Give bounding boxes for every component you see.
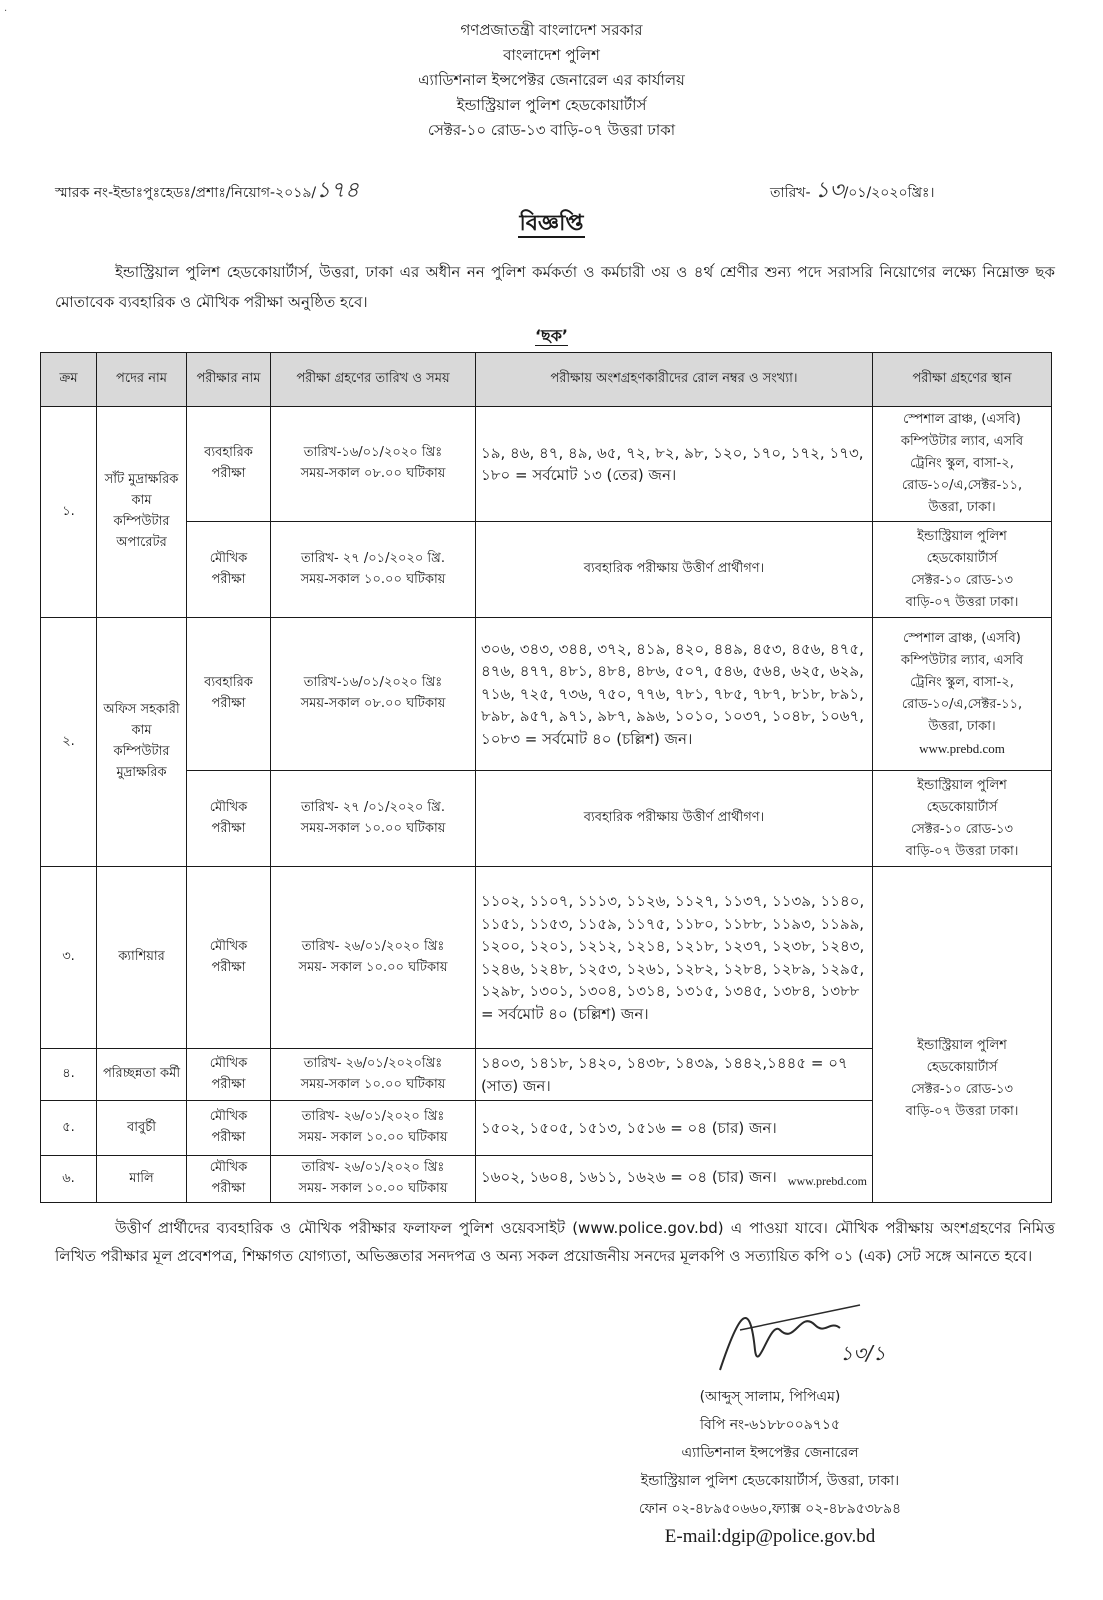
rolls-cell: ব্যবহারিক পরীক্ষায় উত্তীর্ণ প্রার্থীগণ।: [476, 522, 873, 618]
col-header-serial: ক্রম: [41, 353, 97, 407]
place-line: স্পেশাল ব্রাঞ্চ, (এসবি): [903, 631, 1021, 646]
exam-cell: মৌখিক পরীক্ষা: [187, 867, 271, 1049]
exam-date: তারিখ- ২৬/০১/২০২০ খ্রিঃ: [301, 1160, 445, 1175]
place-cell: [873, 618, 1052, 771]
table-row: [41, 618, 1052, 771]
signatory-office: ইন্ডাস্ট্রিয়াল পুলিশ হেডকোয়ার্টার্স, উত্তরা, ঢাকা।: [640, 1473, 900, 1489]
datetime-cell: [271, 867, 476, 1049]
rolls-cell: ১৪০৩, ১৪১৮, ১৪২০, ১৪৩৮, ১৪৩৯, ১৪৪২,১৪৪৫ = ০৭ (সাত) জন।: [476, 1049, 873, 1101]
signatory-bp: বিপি নং-৬১৮৮০০৯৭১৫: [699, 1417, 841, 1433]
place-line: ট্রেনিং স্কুল, বাসা-২,: [910, 456, 1014, 471]
memo-handwritten: ১৭৪: [316, 178, 359, 203]
intro-paragraph: ইন্ডাস্ট্রিয়াল পুলিশ হেডকোয়ার্টার্স, উত্তরা, ঢাকা এর অধীন নন পুলিশ কর্মকর্তা ও কর্মচারী ৩য় ও ৪র্থ শ্রেণীর শুন্য পদে সরাসরি নিয়োগের লক্ষ্যে নিম্নোক্ত ছক মোতাবেক ব্যবহারিক ও মৌখিক পরীক্ষা অনুষ্ঠিত হবে।: [55, 263, 1055, 311]
exam-time: সময়-সকাল ১০.০০ ঘটিকায়: [300, 571, 446, 587]
place-line: সেক্টর-১০ রোড-১৩: [911, 1081, 1013, 1097]
exam-time: সময়- সকাল ১০.০০ ঘটিকায়: [298, 1181, 448, 1196]
place-line: স্পেশাল ব্রাঞ্চ, (এসবি): [903, 412, 1021, 427]
datetime-cell: [271, 1156, 476, 1203]
exam-cell: মৌখিক পরীক্ষা: [187, 1101, 271, 1156]
address-line: সেক্টর-১০ রোড-১৩ বাড়ি-০৭ উত্তরা ঢাকা: [427, 121, 676, 139]
exam-time: সময়-সকাল ১০.০০ ঘটিকায়: [300, 820, 446, 836]
table-row: [41, 867, 1052, 1049]
exam-date: তারিখ- ২৬/০১/২০২০খ্রিঃ: [303, 1055, 443, 1071]
date-prefix: তারিখ-: [770, 185, 815, 201]
rolls-cell: ব্যবহারিক পরীক্ষায় উত্তীর্ণ প্রার্থীগণ।: [476, 771, 873, 867]
serial-cell: ১.: [41, 407, 97, 618]
datetime-cell: [271, 407, 476, 522]
contact-email: E-mail:dgip@police.gov.bd: [664, 1526, 876, 1547]
scan-mark: ·: [4, 6, 8, 17]
memo-number: [55, 173, 359, 210]
rolls-cell: ১৫০২, ১৫০৫, ১৫১৩, ১৫১৬ = ০৪ (চার) জন।: [476, 1101, 873, 1156]
exam-schedule-table: [40, 352, 1052, 1203]
exam-time: সময়-সকাল ১০.০০ ঘটিকায়: [300, 1076, 446, 1092]
exam-time: সময়- সকাল ১০.০০ ঘটিকায়: [298, 959, 448, 975]
post-cell: অফিস সহকারী কাম কম্পিউটার মুদ্রাক্ষরিক: [97, 618, 187, 867]
datetime-cell: [271, 771, 476, 867]
post-cell: সাঁট মুদ্রাক্ষরিক কাম কম্পিউটার অপারেটর: [97, 407, 187, 618]
exam-date: তারিখ-১৬/০১/২০২০ খ্রিঃ: [303, 675, 443, 690]
signatory-name: (আব্দুস্ সালাম, পিপিএম): [699, 1389, 841, 1405]
datetime-cell: [271, 522, 476, 618]
rolls-cell: [476, 1156, 873, 1203]
exam-cell: মৌখিক পরীক্ষা: [187, 1156, 271, 1203]
exam-date: তারিখ- ২৬/০১/২০২০ খ্রিঃ: [301, 1109, 445, 1124]
post-cell: বাবুর্চী: [97, 1101, 187, 1156]
place-cell: [873, 867, 1052, 1203]
serial-cell: ৩.: [41, 867, 97, 1049]
memo-prefix: স্মারক নং-ইন্ডাঃপুঃহেডঃ/প্রশাঃ/নিয়োগ-২০১৯/: [55, 185, 317, 201]
table-row: [41, 522, 1052, 618]
hq-line: ইন্ডাস্ট্রিয়াল পুলিশ হেডকোয়ার্টার্স: [456, 96, 647, 114]
place-line: কম্পিউটার ল্যাব, এসবি: [900, 434, 1024, 449]
serial-cell: ৫.: [41, 1101, 97, 1156]
signatory-block: [560, 1383, 980, 1551]
signatory-designation: এ্যাডিশনাল ইন্সপেক্টর জেনারেল: [681, 1445, 859, 1461]
place-line: উত্তরা, ঢাকা।: [928, 500, 996, 515]
place-line: ইন্ডাস্ট্রিয়াল পুলিশ: [917, 777, 1007, 793]
watermark-text: www.prebd.com: [919, 741, 1005, 756]
rolls-text: ১৬০২, ১৬০৪, ১৬১১, ১৬২৬ = ০৪ (চার) জন।: [481, 1167, 777, 1186]
serial-cell: ৬.: [41, 1156, 97, 1203]
date-handwritten: ১৩: [814, 178, 844, 203]
exam-cell: মৌখিক পরীক্ষা: [187, 771, 271, 867]
place-line: রোড-১০/এ,সেক্টর-১১,: [901, 697, 1023, 712]
col-header-datetime: পরীক্ষা গ্রহণের তারিখ ও সময়: [271, 353, 476, 407]
col-header-rolls: পরীক্ষায় অংশগ্রহণকারীদের রোল নম্বর ও সংখ্যা।: [476, 353, 873, 407]
place-cell: [873, 407, 1052, 522]
post-cell: ক্যাশিয়ার: [97, 867, 187, 1049]
datetime-cell: [271, 1101, 476, 1156]
place-line: কম্পিউটার ল্যাব, এসবি: [900, 653, 1024, 668]
place-line: হেডকোয়ার্টার্স: [926, 1059, 998, 1075]
rolls-cell: ৩০৬, ৩৪৩, ৩৪৪, ৩৭২, ৪১৯, ৪২০, ৪৪৯, ৪৫৩, ৪৫৬, ৪৭৫, ৪৭৬, ৪৭৭, ৪৮১, ৪৮৪, ৪৮৬, ৫০৭, ৫৪৬, ৫৬৪, ৬২৫, ৬২৯, ৭১৬, ৭২৫, ৭৩৬, ৭৫০, ৭৭৬, ৭৮১, ৭৮৫, ৭৮৭, ৮১৮, ৮৯১, ৮৯৮, ৯৫৭, ৯৭১, ৯৮৭, ৯৯৬, ১০১০, ১০৩৭, ১০৪৮, ১০৬৭, ১০৮৩ = সর্বমোট ৪০ (চল্লিশ) জন।: [476, 618, 873, 771]
place-line: বাড়ি-০৭ উত্তরা ঢাকা।: [905, 843, 1019, 859]
police-line: বাংলাদেশ পুলিশ: [503, 46, 600, 64]
serial-cell: ২.: [41, 618, 97, 867]
exam-date: তারিখ-১৬/০১/২০২০ খ্রিঃ: [303, 445, 443, 460]
table-row: [41, 407, 1052, 522]
exam-time: সময়-সকাল ০৮.০০ ঘটিকায়: [300, 696, 446, 711]
office-line: এ্যাডিশনাল ইন্সপেক্টর জেনারেল এর কার্যালয়: [418, 71, 685, 89]
place-line: উত্তরা, ঢাকা।: [928, 719, 996, 734]
place-line: ইন্ডাস্ট্রিয়াল পুলিশ: [917, 528, 1007, 544]
exam-cell: মৌখিক পরীক্ষা: [187, 522, 271, 618]
signature-mark: [700, 1290, 900, 1380]
col-header-post: পদের নাম: [97, 353, 187, 407]
place-cell: [873, 522, 1052, 618]
exam-cell: মৌখিক পরীক্ষা: [187, 1049, 271, 1101]
letterhead: [0, 18, 1103, 143]
rolls-cell: ১১০২, ১১০৭, ১১১৩, ১১২৬, ১১২৭, ১১৩৭, ১১৩৯, ১১৪০, ১১৫১, ১১৫৩, ১১৫৯, ১১৭৫, ১১৮০, ১১৮৮, ১১৯৩, ১১৯৯, ১২০০, ১২০১, ১২১২, ১২১৪, ১২১৮, ১২৩৭, ১২৩৮, ১২৪৩, ১২৪৬, ১২৪৮, ১২৫৩, ১২৬১, ১২৮২, ১২৮৪, ১২৮৯, ১২৯৫, ১২৯৮, ১৩০১, ১৩০৪, ১৩১৪, ১৩১৫, ১৩৪৫, ১৩৮৪, ১৩৮৮ = সর্বমোট ৪০ (চল্লিশ) জন।: [476, 867, 873, 1049]
exam-date: তারিখ- ২৭ /০১/২০২০ খ্রি.: [301, 799, 445, 815]
post-cell: মালি: [97, 1156, 187, 1203]
results-instructions: উত্তীর্ণ প্রার্থীদের ব্যবহারিক ও মৌখিক পরীক্ষার ফলাফল পুলিশ ওয়েবসাইট (www.police.gov.bd) এ পাওয়া যাবে। মৌখিক পরীক্ষায় অংশগ্রহণের নিমিত্ত লিখিত পরীক্ষার মূল প্রবেশপত্র, শিক্ষাগত যোগ্যতা, অভিজ্ঞতার সনদপত্র ও অন্য সকল প্রয়োজনীয় সনদের মূলকপি ও সত্যায়িত কপি ০১ (এক) সেট সঙ্গে আনতে হবে।: [55, 1219, 1055, 1265]
notice-title: [0, 206, 1103, 243]
place-line: ইন্ডাস্ট্রিয়াল পুলিশ: [917, 1037, 1007, 1053]
place-cell: [873, 771, 1052, 867]
exam-cell: ব্যবহারিক পরীক্ষা: [187, 618, 271, 771]
exam-time: সময়- সকাল ১০.০০ ঘটিকায়: [298, 1130, 448, 1145]
exam-time: সময়-সকাল ০৮.০০ ঘটিকায়: [300, 466, 446, 481]
govt-line: গণপ্রজাতন্ত্রী বাংলাদেশ সরকার: [460, 21, 643, 39]
place-line: হেডকোয়ার্টার্স: [926, 799, 998, 815]
place-line: বাড়ি-০৭ উত্তরা ঢাকা।: [905, 1103, 1019, 1119]
contact-phone: ফোন ০২-৪৮৯৫০৬৬০,ফ্যাক্স ০২-৪৮৯৫৩৮৯৪: [638, 1501, 902, 1517]
place-line: বাড়ি-০৭ উত্তরা ঢাকা।: [905, 594, 1019, 610]
col-header-place: পরীক্ষা গ্রহণের স্থান: [873, 353, 1052, 407]
date-suffix: /০১/২০২০খ্রিঃ।: [843, 185, 935, 201]
signature-date: ১৩/১: [840, 1341, 886, 1365]
table-row: [41, 771, 1052, 867]
place-line: হেডকোয়ার্টার্স: [926, 550, 998, 566]
notice-title-text: বিজ্ঞপ্তি: [519, 211, 584, 236]
col-header-exam: পরীক্ষার নাম: [187, 353, 271, 407]
table-caption: [0, 323, 1103, 350]
watermark-text: www.prebd.com: [787, 1173, 867, 1188]
datetime-cell: [271, 1049, 476, 1101]
datetime-cell: [271, 618, 476, 771]
table-header-row: [41, 353, 1052, 407]
serial-cell: ৪.: [41, 1049, 97, 1101]
rolls-cell: ১৯, ৪৬, ৪৭, ৪৯, ৬৫, ৭২, ৮২, ৯৮, ১২০, ১৭০, ১৭২, ১৭৩, ১৮০ = সর্বমোট ১৩ (তের) জন।: [476, 407, 873, 522]
place-line: রোড-১০/এ,সেক্টর-১১,: [901, 478, 1023, 493]
place-line: ট্রেনিং স্কুল, বাসা-২,: [910, 675, 1014, 690]
exam-date: তারিখ- ২৬/০১/২০২০ খ্রিঃ: [301, 938, 445, 954]
exam-cell: ব্যবহারিক পরীক্ষা: [187, 407, 271, 522]
notice-date: [770, 173, 934, 210]
exam-date: তারিখ- ২৭ /০১/২০২০ খ্রি.: [301, 550, 445, 566]
place-line: সেক্টর-১০ রোড-১৩: [911, 572, 1013, 588]
post-cell: পরিচ্ছন্নতা কর্মী: [97, 1049, 187, 1101]
table-caption-text: ‘ছক’: [534, 326, 569, 345]
place-line: সেক্টর-১০ রোড-১৩: [911, 821, 1013, 837]
